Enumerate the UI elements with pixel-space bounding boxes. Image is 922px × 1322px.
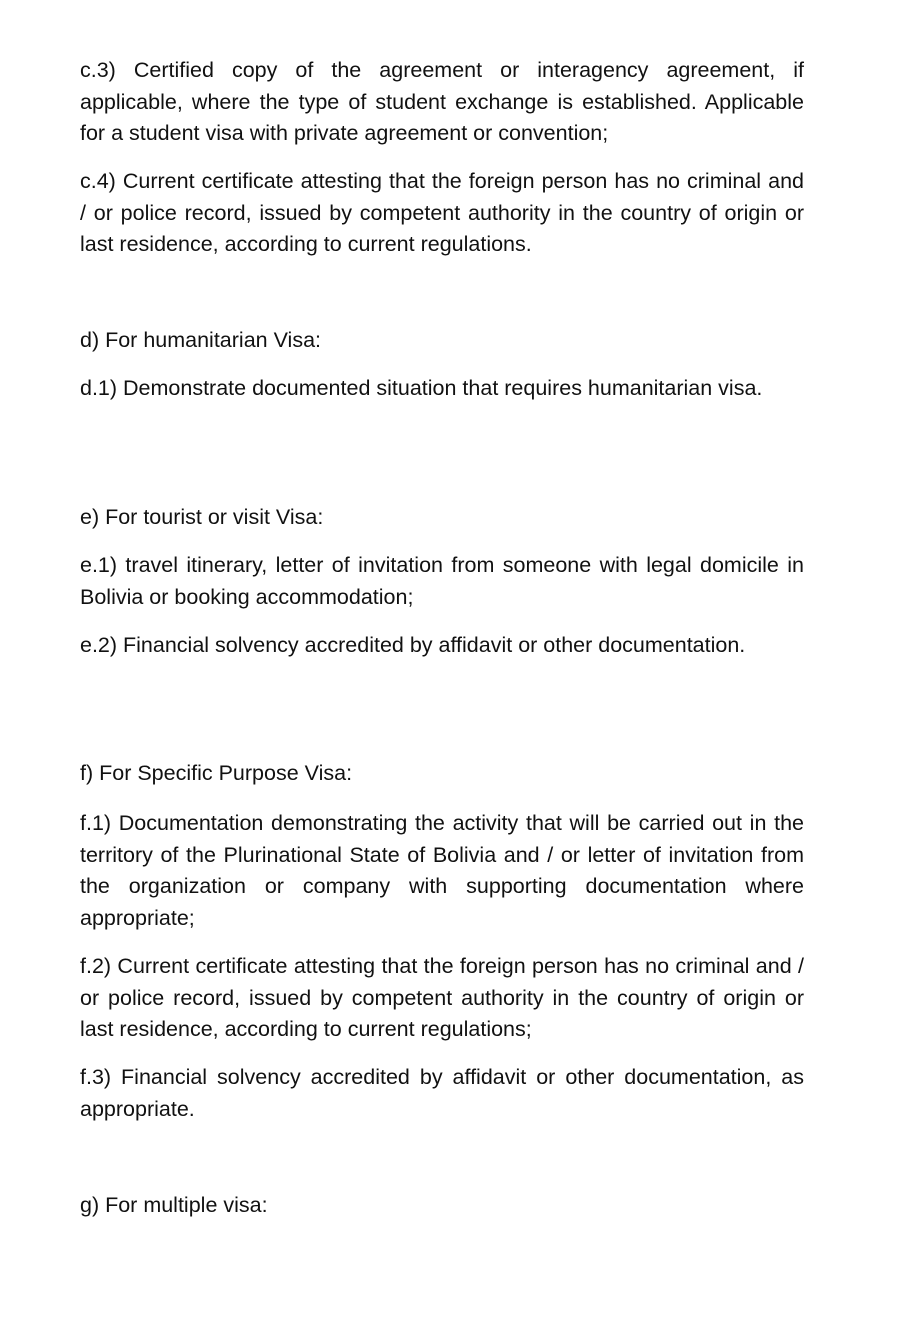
paragraph-c3: c.3) Certified copy of the agreement or interagency agreement, if applicable, where the type of student exchange is established. Applicable for a student visa with private agreement or convention;: [80, 58, 804, 145]
heading-specific-purpose-visa: f) For Specific Purpose Visa:: [80, 761, 353, 785]
paragraph-f1: f.1) Documentation demonstrating the activity that will be carried out in the territory of the Plurinational State of Bolivia and / or letter of invitation from the organization or company with supporting documentation where appropriate;: [80, 811, 804, 930]
heading-humanitarian-visa: d) For humanitarian Visa:: [80, 328, 321, 352]
paragraph-e2: e.2) Financial solvency accredited by affidavit or other documentation.: [80, 633, 746, 657]
heading-multiple-visa: g) For multiple visa:: [80, 1193, 268, 1217]
paragraph-f3: f.3) Financial solvency accredited by affidavit or other documentation, as appropriate.: [80, 1065, 804, 1121]
paragraph-c4: c.4) Current certificate attesting that the foreign person has no criminal and / or police record, issued by competent authority in the country of origin or last residence, according to current regulations.: [80, 169, 804, 256]
heading-tourist-visa: e) For tourist or visit Visa:: [80, 505, 324, 529]
paragraph-f2: f.2) Current certificate attesting that the foreign person has no criminal and / or police record, issued by competent authority in the country of origin or last residence, according to current regulations;: [80, 954, 804, 1041]
paragraph-d1: d.1) Demonstrate documented situation that requires humanitarian visa.: [80, 376, 763, 400]
paragraph-e1: e.1) travel itinerary, letter of invitation from someone with legal domicile in Bolivia or booking accommodation;: [80, 553, 804, 609]
